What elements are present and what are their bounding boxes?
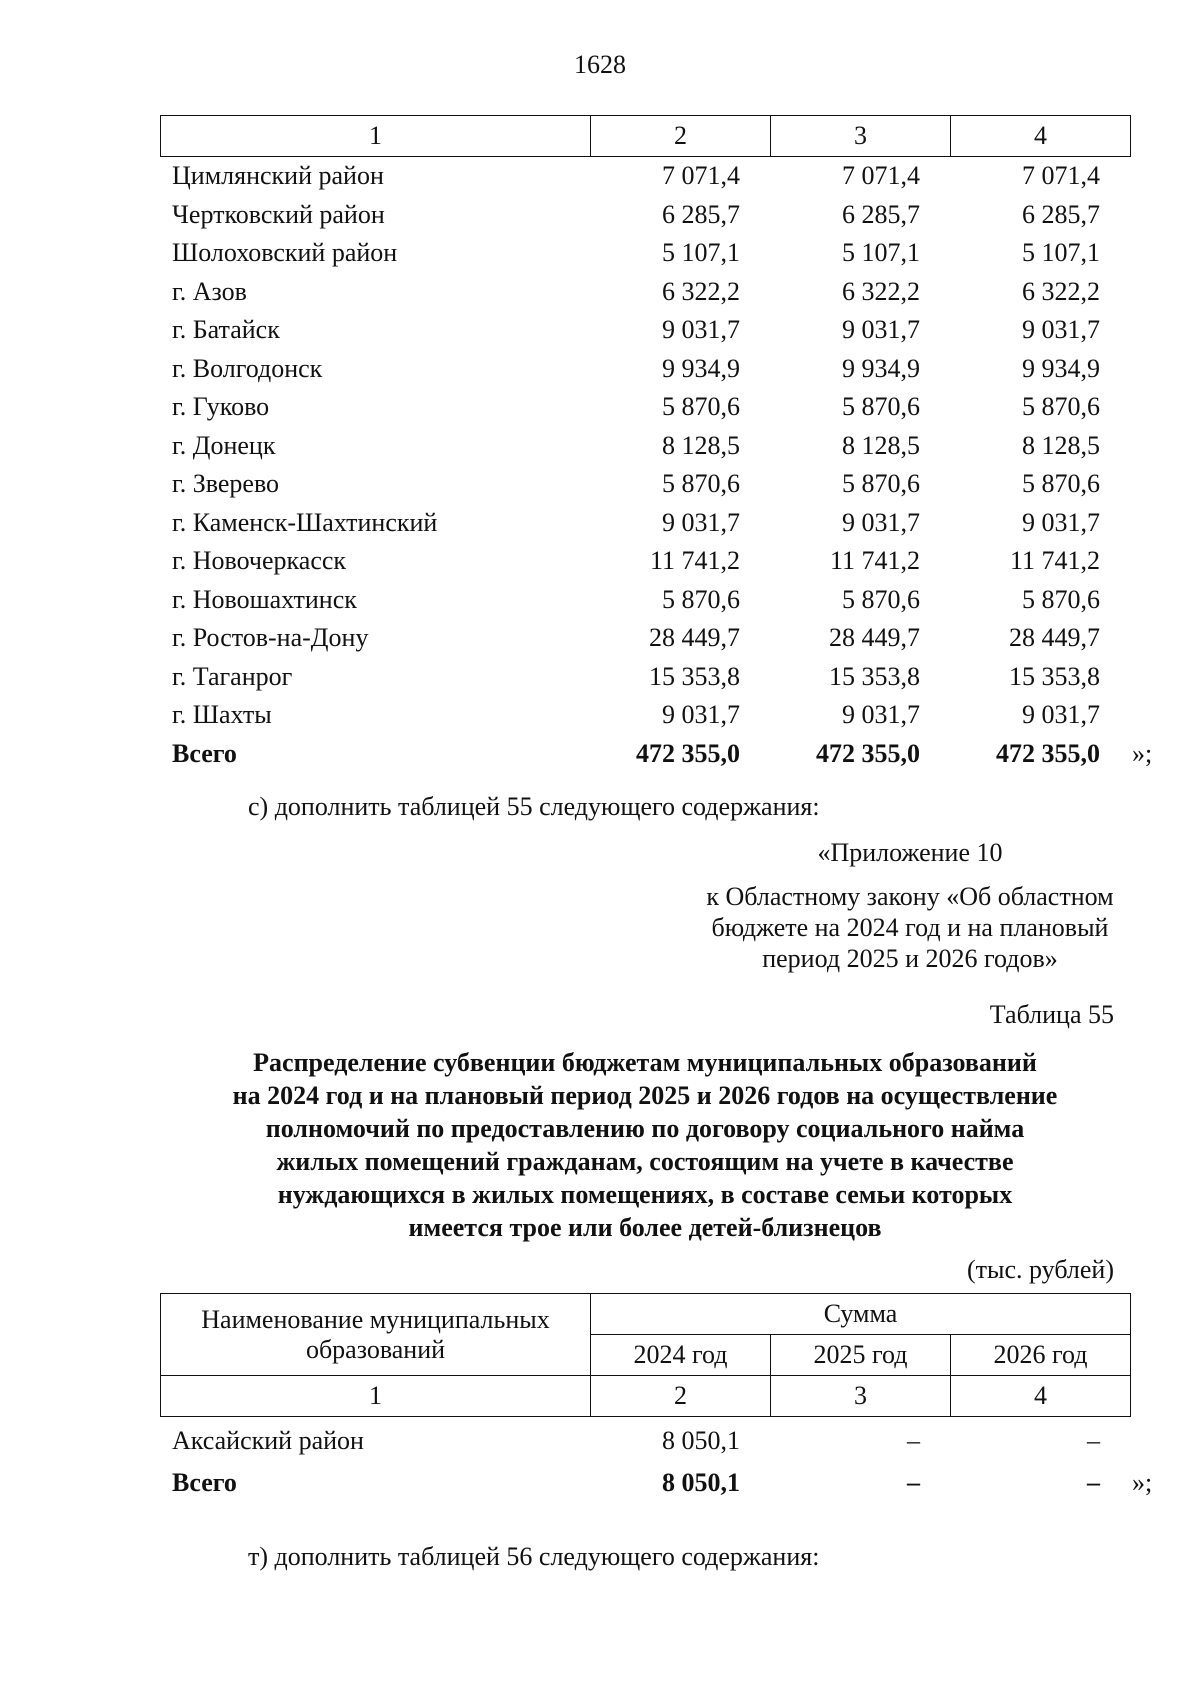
header-col-4: 4 bbox=[951, 1376, 1131, 1417]
row-value: 9 934,9 bbox=[1022, 353, 1100, 383]
table-title bbox=[130, 1046, 1160, 1244]
header-col-1: 1 bbox=[161, 1376, 591, 1417]
row-value: 8 128,5 bbox=[1022, 430, 1100, 460]
row-value: 5 870,6 bbox=[662, 392, 740, 421]
row-value: 5 870,6 bbox=[1022, 392, 1100, 421]
page-number: 1628 bbox=[574, 50, 626, 79]
total-row bbox=[160, 1462, 1153, 1504]
year-header: 2024 год bbox=[591, 1335, 771, 1376]
units-label: (тыс. рублей) bbox=[966, 1255, 1114, 1284]
row-value: 9 031,7 bbox=[842, 507, 920, 537]
table-row bbox=[160, 311, 1130, 350]
year-header: 2025 год bbox=[771, 1335, 951, 1376]
table-row bbox=[160, 234, 1130, 273]
row-value: 5 870,6 bbox=[842, 584, 920, 614]
header-col-2: 2 bbox=[591, 1376, 771, 1417]
table-row bbox=[160, 388, 1130, 427]
row-name: Аксайский район bbox=[172, 1426, 364, 1455]
total-value: 472 355,0 bbox=[636, 738, 740, 768]
row-value: 5 870,6 bbox=[842, 392, 920, 421]
row-name: г. Таганрог bbox=[172, 661, 293, 691]
closing-quote: »; bbox=[1132, 1468, 1153, 1497]
row-value: 5 870,6 bbox=[1022, 584, 1100, 614]
row-value: 15 353,8 bbox=[649, 661, 740, 691]
row-value: 11 741,2 bbox=[829, 546, 920, 575]
row-name: г. Шахты bbox=[172, 700, 272, 729]
col-name-header bbox=[161, 1294, 591, 1376]
row-value: 5 107,1 bbox=[1022, 238, 1100, 267]
row-name: г. Азов bbox=[172, 276, 247, 306]
row-value: 6 285,7 bbox=[662, 199, 740, 229]
table-row bbox=[160, 581, 1130, 620]
row-value: 9 031,7 bbox=[1022, 507, 1100, 537]
total-value: 472 355,0 bbox=[996, 738, 1100, 768]
row-value: 7 071,4 bbox=[662, 161, 740, 190]
table55-body bbox=[160, 1420, 1153, 1504]
row-name: г. Зверево bbox=[172, 469, 280, 498]
row-name: Цимлянский район bbox=[172, 161, 384, 190]
row-value: 5 870,6 bbox=[1022, 469, 1100, 498]
total-value: – bbox=[907, 1468, 920, 1497]
row-value: 6 285,7 bbox=[842, 199, 920, 229]
row-name: Чертковский район bbox=[172, 199, 385, 229]
row-name: Шолоховский район bbox=[172, 238, 398, 267]
row-name: г. Батайск bbox=[172, 315, 280, 344]
row-name: г. Новошахтинск bbox=[172, 584, 357, 614]
sum-header: Сумма bbox=[591, 1294, 1131, 1335]
row-name: г. Гуково bbox=[172, 392, 270, 421]
row-value: – bbox=[907, 1426, 920, 1455]
row-value: 28 449,7 bbox=[1009, 623, 1100, 652]
table55-header bbox=[160, 1293, 1131, 1417]
row-value: 6 285,7 bbox=[1022, 199, 1100, 229]
total-row bbox=[160, 735, 1153, 774]
row-value: 9 031,7 bbox=[1022, 315, 1100, 344]
prev-table-body bbox=[160, 157, 1153, 773]
row-value: 9 031,7 bbox=[662, 507, 740, 537]
table-row bbox=[160, 273, 1130, 312]
header-col-3: 3 bbox=[771, 116, 951, 157]
row-value: 9 031,7 bbox=[662, 700, 740, 729]
table-row bbox=[160, 427, 1130, 466]
row-value: 7 071,4 bbox=[842, 161, 920, 190]
row-value: – bbox=[1087, 1426, 1100, 1455]
col-name-header-line: Наименование муниципальных bbox=[201, 1304, 550, 1334]
year-header: 2026 год bbox=[951, 1335, 1131, 1376]
row-value: 7 071,4 bbox=[1022, 161, 1100, 190]
paragraph-t: т) дополнить таблицей 56 следующего содержания: bbox=[248, 1542, 820, 1571]
title-line: нуждающихся в жилых помещениях, в составе семьи которых bbox=[277, 1180, 1013, 1209]
title-line: жилых помещений гражданам, состоящим на учете в качестве bbox=[276, 1147, 1014, 1176]
prev-table-header bbox=[160, 115, 1131, 157]
header-col-4: 4 bbox=[951, 116, 1131, 157]
table-row bbox=[160, 696, 1130, 735]
row-value: 5 107,1 bbox=[662, 238, 740, 267]
header-col-2: 2 bbox=[591, 116, 771, 157]
row-value: 15 353,8 bbox=[1009, 661, 1100, 691]
total-value: 8 050,1 bbox=[662, 1468, 740, 1497]
row-name: г. Ростов-на-Дону bbox=[172, 623, 369, 652]
row-value: 9 031,7 bbox=[662, 315, 740, 344]
row-value: 9 934,9 bbox=[842, 353, 920, 383]
row-name: г. Каменск-Шахтинский bbox=[172, 507, 438, 537]
row-value: 5 870,6 bbox=[842, 469, 920, 498]
table-row bbox=[160, 196, 1130, 235]
row-value: 11 741,2 bbox=[1009, 546, 1100, 575]
paragraph-s: с) дополнить таблицей 55 следующего содержания: bbox=[248, 792, 820, 821]
row-value: 9 031,7 bbox=[1022, 700, 1100, 729]
col-name-header-line: образований bbox=[305, 1334, 446, 1364]
table-row bbox=[160, 350, 1130, 389]
row-value: 5 107,1 bbox=[842, 238, 920, 267]
appendix-line-2: к Областному закону «Об областном bbox=[706, 882, 1114, 911]
table-row bbox=[160, 542, 1130, 581]
appendix-line-1: «Приложение 10 bbox=[817, 838, 1003, 867]
title-line: Распределение субвенции бюджетам муниципальных образований bbox=[253, 1048, 1037, 1077]
row-name: г. Новочеркасск bbox=[172, 546, 347, 575]
table-row bbox=[160, 157, 1130, 196]
appendix-line-4: период 2025 и 2026 годов» bbox=[762, 944, 1058, 973]
row-value: 28 449,7 bbox=[829, 623, 920, 652]
row-value: 5 870,6 bbox=[662, 469, 740, 498]
row-value: 15 353,8 bbox=[829, 661, 920, 691]
table-row bbox=[160, 1420, 1130, 1462]
row-value: 9 031,7 bbox=[842, 700, 920, 729]
row-value: 5 870,6 bbox=[662, 584, 740, 614]
table-row bbox=[160, 658, 1130, 697]
table-row bbox=[160, 465, 1130, 504]
row-value: 9 934,9 bbox=[662, 353, 740, 383]
total-label: Всего bbox=[172, 738, 237, 768]
row-value: 8 128,5 bbox=[662, 430, 740, 460]
total-value: 472 355,0 bbox=[816, 738, 920, 768]
table-label: Таблица 55 bbox=[989, 1000, 1114, 1029]
row-value: 8 128,5 bbox=[842, 430, 920, 460]
row-value: 9 031,7 bbox=[842, 315, 920, 344]
total-value: – bbox=[1087, 1468, 1100, 1497]
table-row bbox=[160, 504, 1130, 543]
title-line: на 2024 год и на плановый период 2025 и 2026 годов на осуществление bbox=[232, 1081, 1058, 1110]
row-name: г. Донецк bbox=[172, 430, 276, 460]
row-value: 11 741,2 bbox=[649, 546, 740, 575]
title-line: имеется трое или более детей-близнецов bbox=[408, 1213, 882, 1242]
header-col-1: 1 bbox=[161, 116, 591, 157]
total-label: Всего bbox=[172, 1468, 237, 1497]
row-name: г. Волгодонск bbox=[172, 353, 323, 383]
row-value: 8 050,1 bbox=[662, 1426, 740, 1455]
closing-quote: »; bbox=[1132, 738, 1153, 768]
row-value: 6 322,2 bbox=[662, 276, 740, 306]
row-value: 6 322,2 bbox=[1022, 276, 1100, 306]
appendix-line-3: бюджете на 2024 год и на плановый bbox=[711, 913, 1109, 942]
table-row bbox=[160, 619, 1130, 658]
row-value: 28 449,7 bbox=[649, 623, 740, 652]
row-value: 6 322,2 bbox=[842, 276, 920, 306]
title-line: полномочий по предоставлению по договору социального найма bbox=[265, 1114, 1025, 1143]
header-col-3: 3 bbox=[771, 1376, 951, 1417]
